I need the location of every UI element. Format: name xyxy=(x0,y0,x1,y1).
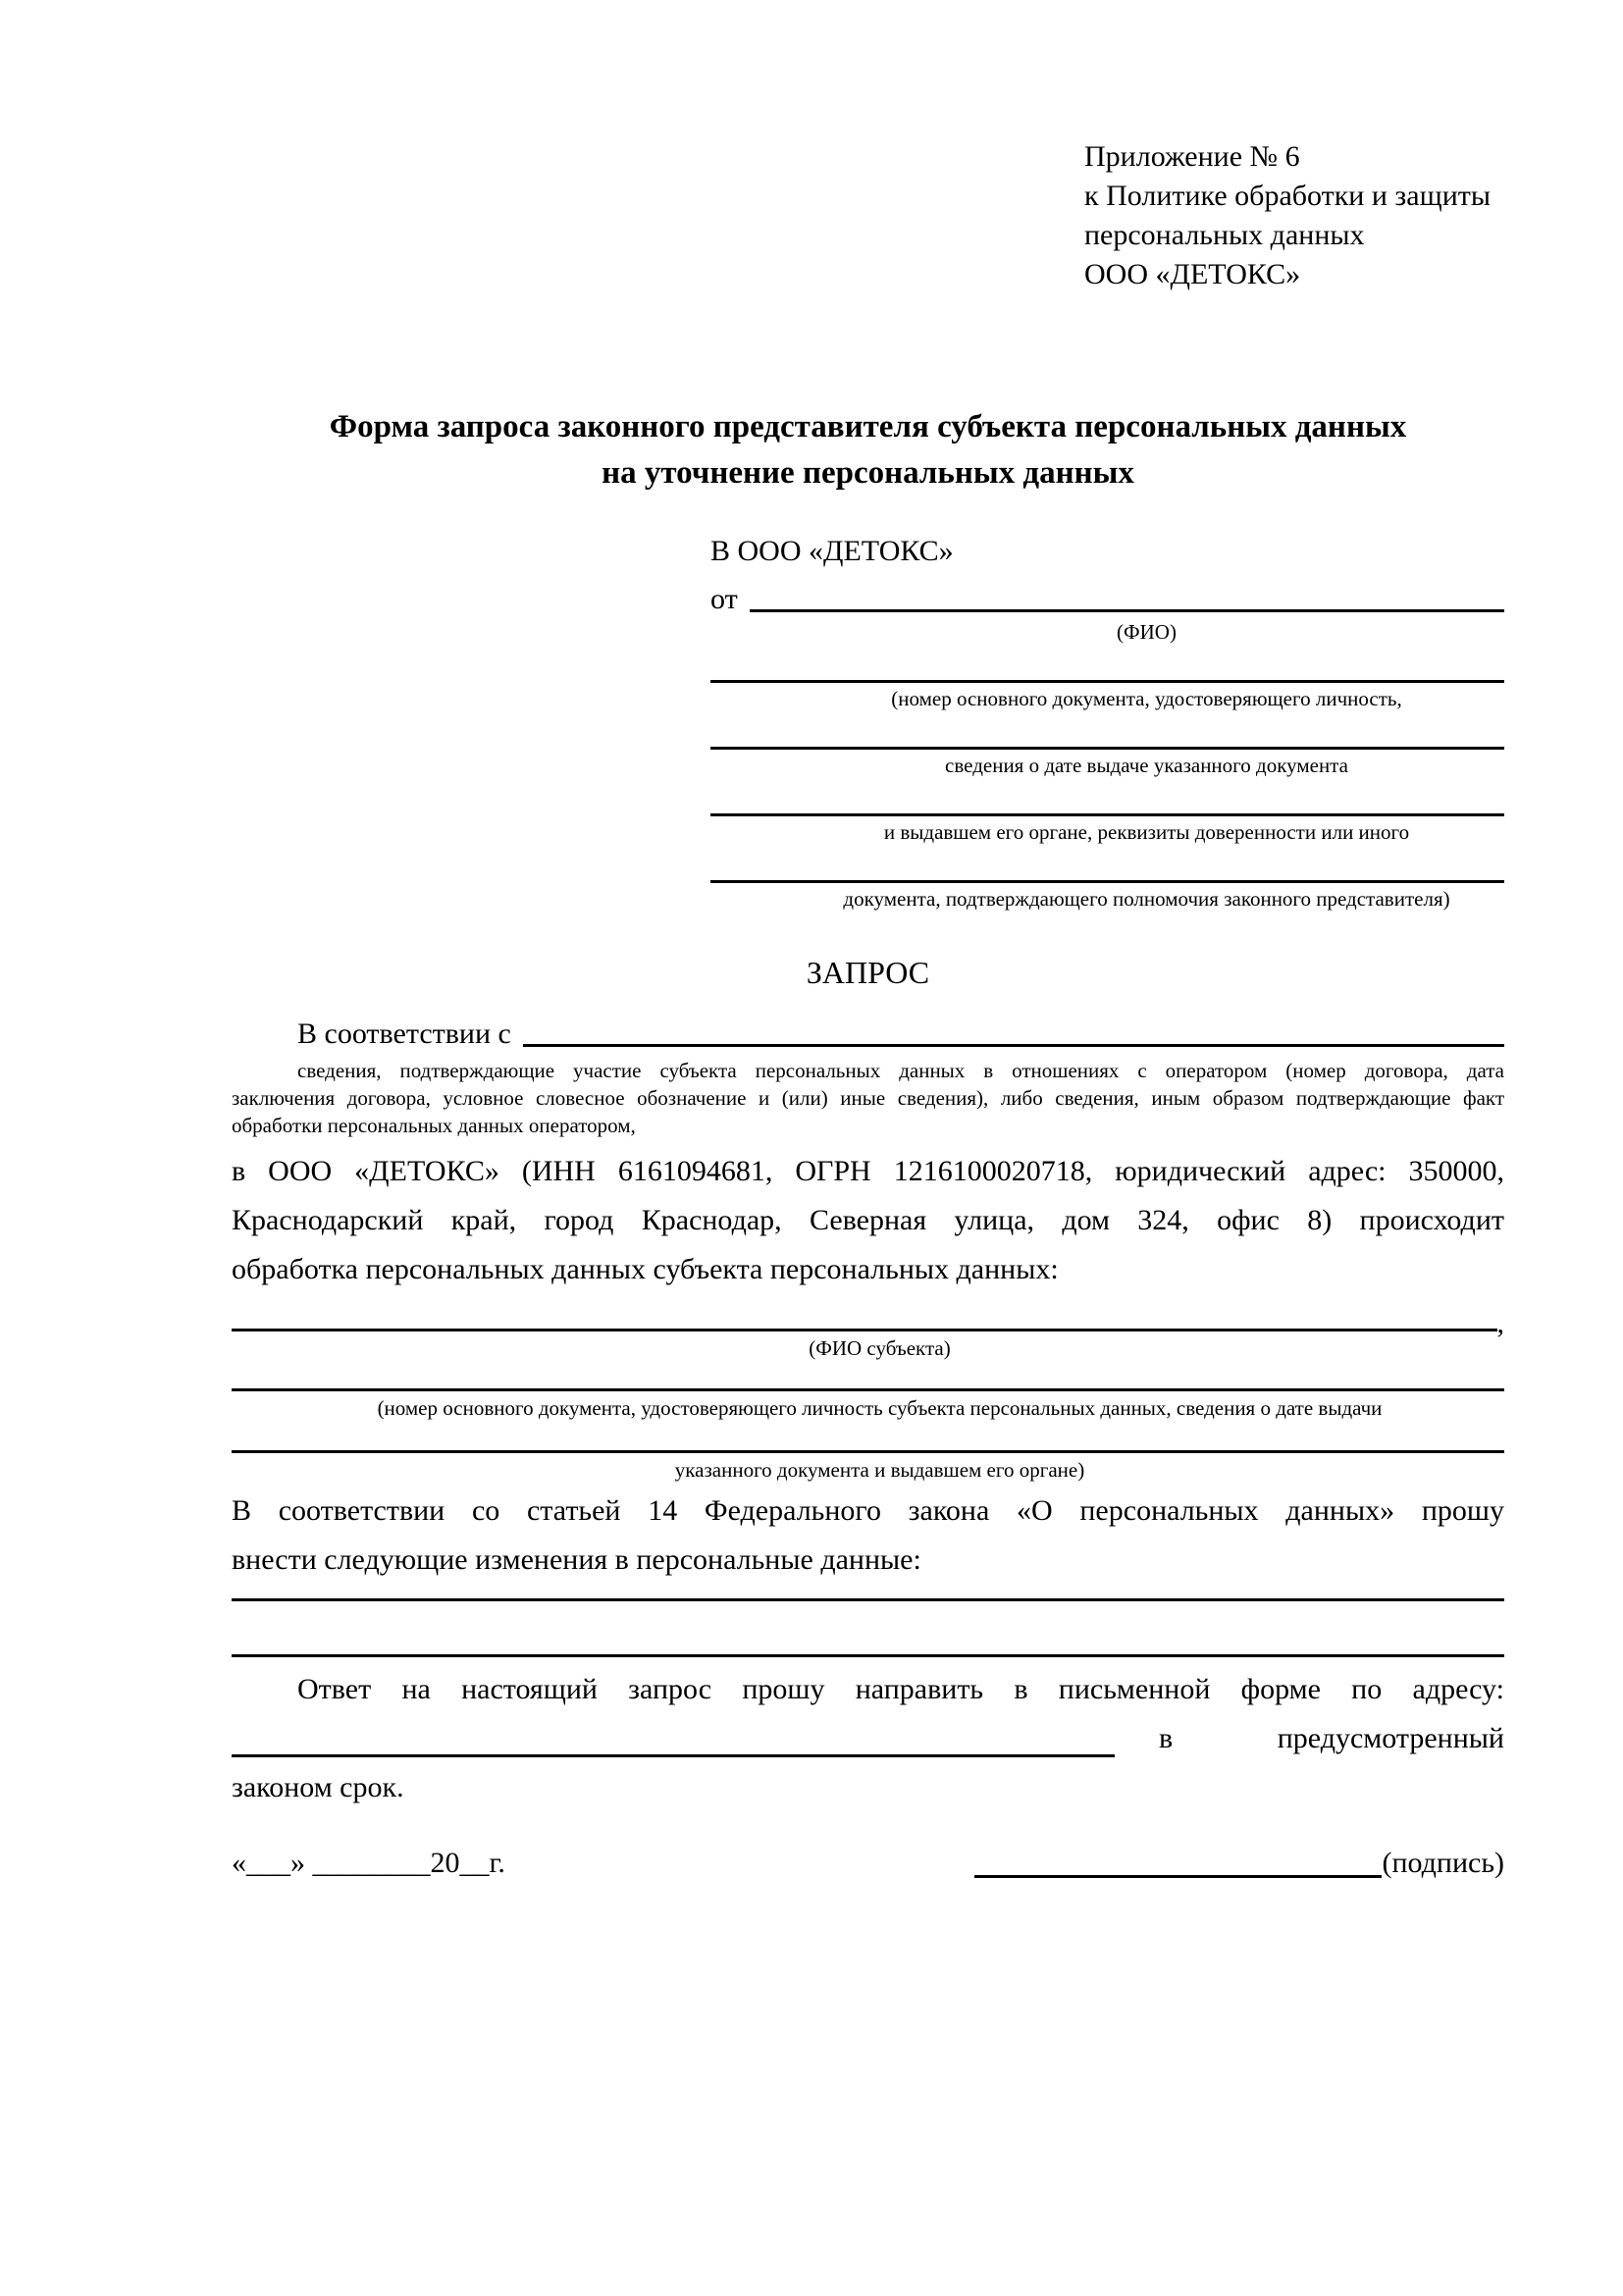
intro-footnote xyxy=(232,1057,1504,1139)
addressee-to: В ООО «ДЕТОКС» xyxy=(710,535,954,567)
blank-caption: документа, подтверждающего полномочия законного представителя) xyxy=(843,887,1450,911)
date-signature-row xyxy=(232,1842,1504,1885)
subject-fio-caption: (ФИО субъекта) xyxy=(809,1336,951,1360)
blank-fill-line xyxy=(710,680,1504,683)
response-line1: Ответ на настоящий запрос прошу направить в письменной форме по адресу: xyxy=(297,1673,1504,1705)
from-fill-line xyxy=(750,609,1504,612)
subject-doc-fill-line1 xyxy=(232,1388,1504,1391)
signature-group xyxy=(974,1842,1504,1885)
appendix-policy-line1: к Политике обработки и защиты xyxy=(1084,180,1492,212)
blank-fill-line xyxy=(710,813,1504,816)
subject-doc-caption-line2: указанного документа и выдавшем его органе) xyxy=(674,1458,1085,1482)
from-label: от xyxy=(710,583,738,615)
intro-footnote-line1: сведения, подтверждающие участие субъекта персональных данных в отношениях с оператором (номер договора, дата xyxy=(297,1059,1504,1082)
signature-fill-line xyxy=(974,1875,1382,1878)
doc-blank-row xyxy=(710,813,1504,845)
fio-caption: (ФИО) xyxy=(1117,620,1177,644)
appendix-policy-line2: персональных данных xyxy=(1084,219,1365,251)
subject-doc-caption-line1: (номер основного документа, удостоверяющего личность субъекта персональных данных, сведения о дате выдачи xyxy=(377,1396,1383,1420)
blank-caption: сведения о дате выдаче указанного документа xyxy=(945,754,1348,777)
appendix-number: Приложение № 6 xyxy=(1084,140,1300,173)
addressee-block xyxy=(710,532,1504,912)
page-title-line1: Форма запроса законного представителя субъекта персональных данных xyxy=(329,409,1407,444)
address-fill-line xyxy=(232,1754,1115,1757)
response-last-line: законом срок. xyxy=(232,1771,404,1803)
request-heading: ЗАПРОС xyxy=(806,955,930,990)
intro-prefix: В соответствии с xyxy=(297,1018,511,1050)
doc-blank-row xyxy=(710,747,1504,778)
signature-caption: (подпись) xyxy=(1382,1847,1504,1879)
article14-line1: В соответствии со статьей 14 Федерального закона «О персональных данных» прошу xyxy=(232,1494,1504,1527)
addressee-from-row xyxy=(710,571,1504,616)
doc-blank-row xyxy=(710,880,1504,912)
doc-blank-row xyxy=(710,680,1504,711)
trailing-comma: , xyxy=(1496,1307,1504,1339)
appendix-header xyxy=(1084,137,1504,294)
response-paragraph xyxy=(232,1665,1504,1812)
appendix-company: ООО «ДЕТОКС» xyxy=(1084,258,1301,290)
subject-fio-row xyxy=(232,1307,1504,1339)
operator-paragraph-line3: обработка персональных данных субъекта персональных данных: xyxy=(232,1253,1059,1285)
response-word1: в xyxy=(1159,1722,1174,1754)
subject-doc-fill-line2 xyxy=(232,1450,1504,1453)
operator-paragraph-line2: Краснодарский край, город Краснодар, Северная улица, дом 324, офис 8) происходит xyxy=(232,1204,1504,1236)
blank-caption: (номер основного документа, удостоверяющего личность, xyxy=(891,687,1402,710)
intro-fill-line xyxy=(523,1044,1504,1047)
intro-row xyxy=(232,1004,1504,1051)
operator-paragraph xyxy=(232,1147,1504,1294)
intro-footnote-line3: обработки персональных данных оператором, xyxy=(232,1114,636,1137)
intro-footnote-line2: заключения договора, условное словесное обозначение и (или) иные сведения), либо сведения, иным образом подтверждающие факт xyxy=(232,1086,1504,1110)
subject-fio-fill-line xyxy=(232,1329,1497,1331)
blank-caption: и выдавшем его органе, реквизиты доверенности или иного xyxy=(883,820,1410,844)
changes-fill-line1 xyxy=(232,1598,1504,1601)
page-title xyxy=(232,404,1504,496)
operator-paragraph-line1: в ООО «ДЕТОКС» (ИНН 6161094681, ОГРН 1216100020718, юридический адрес: 350000, xyxy=(232,1155,1504,1187)
article14-paragraph xyxy=(232,1487,1504,1585)
date-blank: «___» ________20__г. xyxy=(232,1847,505,1879)
blank-fill-line xyxy=(710,747,1504,750)
response-word2: предусмотренный xyxy=(1277,1722,1504,1754)
response-address-row xyxy=(232,1714,1504,1763)
blank-fill-line xyxy=(710,880,1504,883)
page-title-line2: на уточнение персональных данных xyxy=(602,455,1134,491)
article14-line2: внести следующие изменения в персональные данные: xyxy=(232,1543,921,1576)
changes-fill-line2 xyxy=(232,1654,1504,1657)
